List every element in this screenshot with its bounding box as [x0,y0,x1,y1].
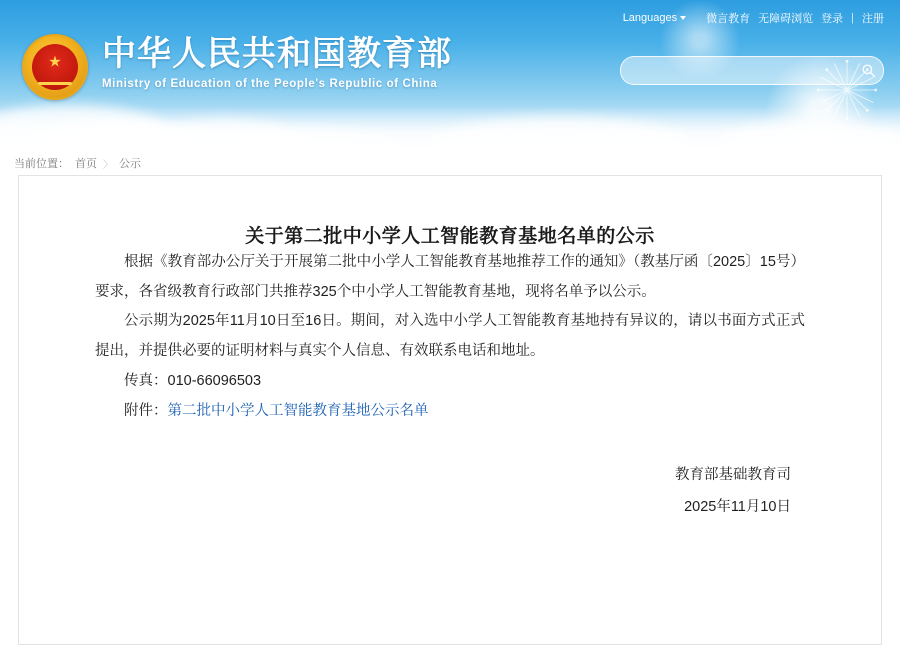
page-title: 关于第二批中小学人工智能教育基地名单的公示 [245,226,655,247]
search-box[interactable] [620,56,884,85]
site-title-en: Ministry of Education of the People's Republic of China [102,78,438,91]
breadcrumb-item-home[interactable]: 首页 [75,158,97,170]
languages-label: Languages [622,12,678,24]
signature-date: 2025年11月10日 [684,499,791,516]
attachment-label: 附件： [124,402,168,419]
document-paragraph-1: 根据《教育部办公厅关于开展第二批中小学人工智能教育基地推荐工作的通知》（教基厅函〔2025〕15号）要求，各省级教育行政部门共推荐325个中小学人工智能教育基地，现将名单予以公示。 [95,254,805,300]
attachment-line [95,397,805,427]
site-titles [102,34,452,90]
cloud-decoration [150,120,300,152]
topnav-link-weiyan[interactable]: 微言教育 [706,13,751,25]
search-icon[interactable] [853,63,883,78]
national-emblem-icon: ★ [22,34,88,100]
breadcrumb-prefix: 当前位置： [14,158,69,170]
breadcrumb-separator-icon: 〉 [103,159,113,171]
document-signature [95,460,805,524]
document-paragraph-2: 公示期为2025年11月10日至16日。期间，对入选中小学人工智能教育基地持有异议的，请以书面方式正式提出，并提供必要的证明材料与真实个人信息、有效联系电话和地址。 [95,313,805,360]
breadcrumb-item-notice[interactable]: 公示 [119,158,141,170]
languages-menu[interactable] [623,12,686,24]
document-fax-line: 传真：010-66096503 [124,372,262,389]
cloud-decoration [430,118,690,152]
cloud-decoration [720,122,900,152]
content-card [18,175,882,645]
search-input[interactable] [621,65,853,77]
topnav-link-accessibility[interactable]: 无障碍浏览 [758,13,814,25]
document-body [19,176,881,524]
cloud-decoration [0,105,170,152]
topnav-link-login[interactable]: 登录 [821,13,844,25]
site-title-cn: 中华人民共和国教育部 [102,36,452,73]
topnav-divider: | [851,12,854,24]
topnav-link-register[interactable]: 注册 [862,13,884,25]
site-logo[interactable] [22,34,452,100]
breadcrumb [14,155,141,171]
chevron-down-icon [680,16,686,20]
site-header-banner [0,0,900,152]
attachment-link[interactable]: 第二批中小学人工智能教育基地公示名单 [167,402,429,419]
signature-department: 教育部基础教育司 [675,467,791,484]
top-navigation [623,10,884,26]
